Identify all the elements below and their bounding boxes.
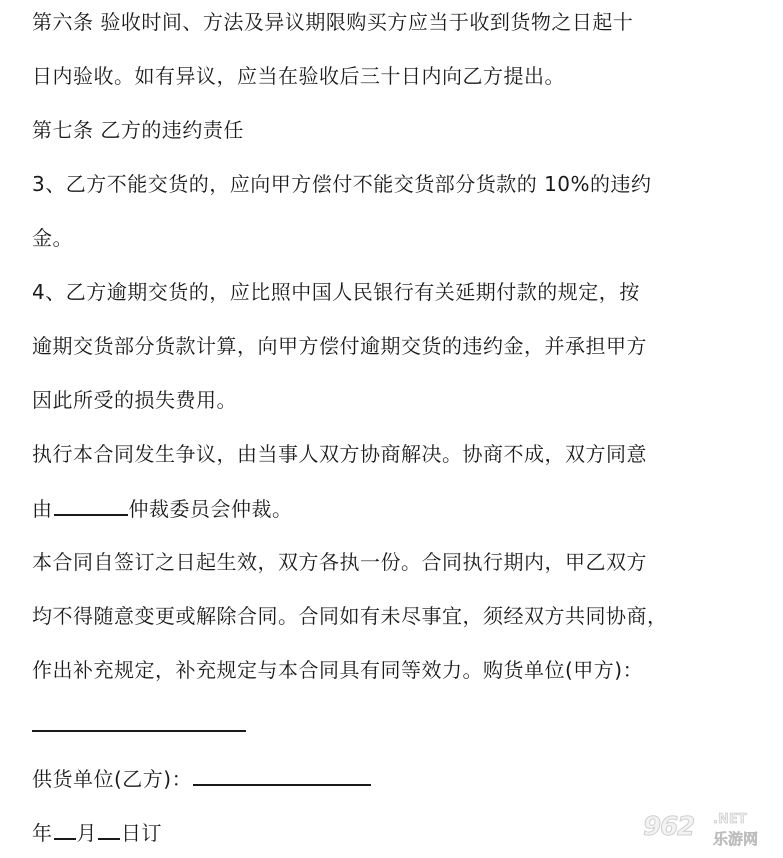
clause-7-item-3-line-1: 3、乙方不能交货的，应向甲方偿付不能交货部分货款的 10%的违约: [32, 172, 652, 196]
date-day: 日订: [121, 821, 162, 845]
watermark-number: 962: [643, 812, 695, 842]
date-line: [32, 818, 162, 847]
supplier-label: 供货单位(乙方)：: [32, 767, 193, 791]
supplier-blank[interactable]: [193, 764, 371, 786]
clause-7-item-3-line-2: 金。: [32, 226, 73, 250]
buyer-signature-line: [32, 710, 247, 739]
arbitration-blank[interactable]: [54, 494, 128, 516]
clause-7-item-4-line-2: 逾期交货部分货款计算，向甲方偿付逾期交货的违约金，并承担甲方: [32, 334, 647, 358]
arbitration-suffix: 仲裁委员会仲裁。: [128, 497, 293, 521]
clause-7-heading: 第七条 乙方的违约责任: [32, 118, 244, 142]
day-blank[interactable]: [98, 818, 120, 840]
clause-7-item-4-line-1: 4、乙方逾期交货的，应比照中国人民银行有关延期付款的规定，按: [32, 280, 640, 304]
effect-line-1: 本合同自签订之日起生效，双方各执一份。合同执行期内，甲乙双方: [32, 550, 647, 574]
date-year: 年: [32, 821, 53, 845]
site-watermark-logo: [639, 810, 777, 850]
supplier-line: [32, 764, 372, 793]
arbitration-prefix: 由: [32, 497, 53, 521]
clause-6-line-1: 第六条 验收时间、方法及异议期限购买方应当于收到货物之日起十: [32, 10, 634, 34]
dispute-line-2: [32, 494, 293, 523]
effect-line-3: 作出补充规定，补充规定与本合同具有同等效力。购货单位(甲方)：: [32, 658, 644, 682]
watermark-cn: 乐游网: [713, 830, 759, 848]
effect-line-2: 均不得随意变更或解除合同。合同如有未尽事宜，须经双方共同协商，: [32, 604, 668, 628]
month-blank[interactable]: [54, 818, 76, 840]
buyer-blank[interactable]: [32, 710, 246, 732]
clause-7-item-4-line-3: 因此所受的损失费用。: [32, 388, 237, 412]
dispute-line-1: 执行本合同发生争议，由当事人双方协商解决。协商不成，双方同意: [32, 442, 647, 466]
date-month: 月: [76, 821, 97, 845]
watermark-domain: .NET: [713, 812, 747, 827]
clause-6-line-2: 日内验收。如有异议，应当在验收后三十日内向乙方提出。: [32, 64, 565, 88]
